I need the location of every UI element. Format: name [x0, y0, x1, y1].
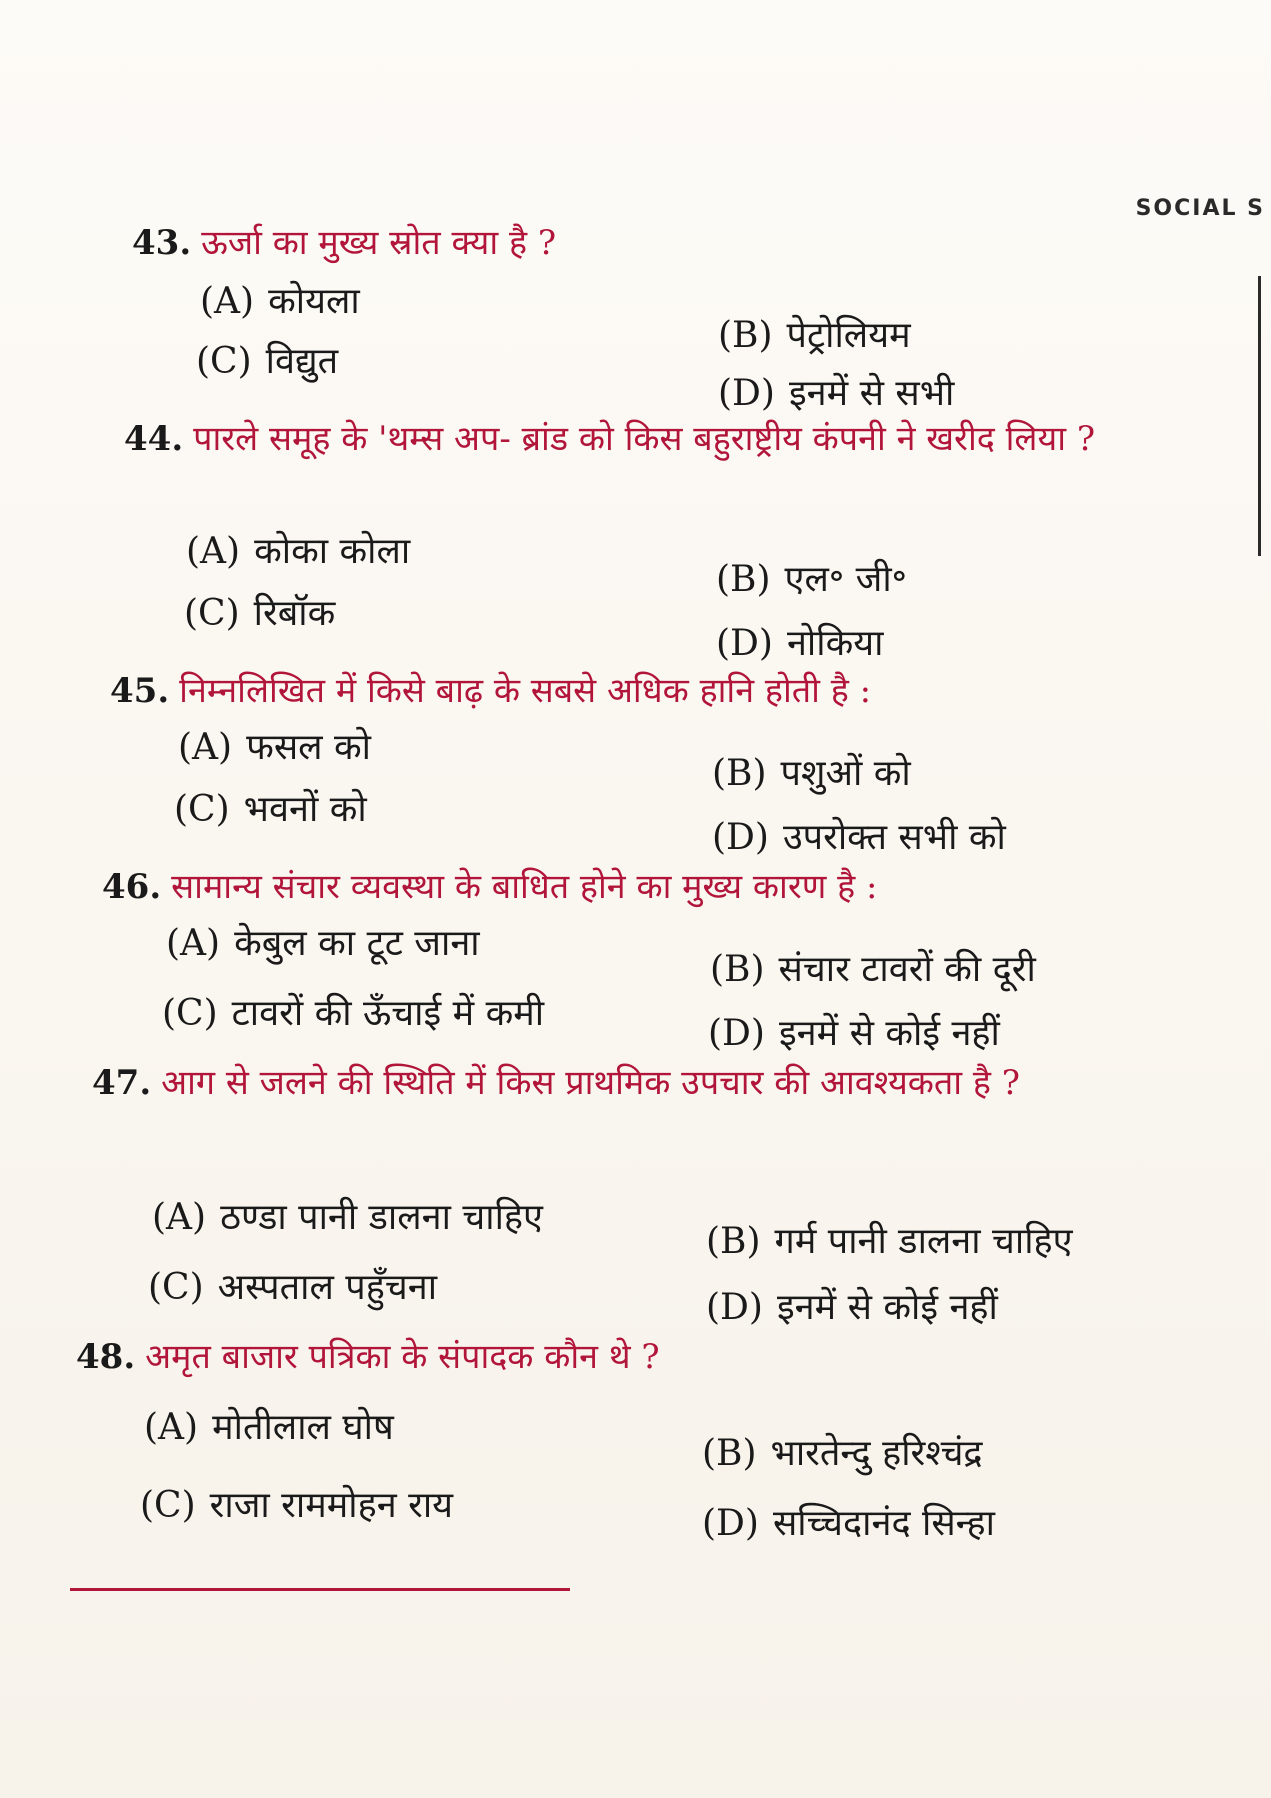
- question-47-option-a: [152, 1197, 543, 1238]
- question-43-option-b: [718, 315, 911, 356]
- question-text: आग से जलने की स्थिति में किस प्राथमिक उपचार की आवश्यकता है ?: [161, 1063, 1020, 1103]
- option-letter: (D): [718, 373, 775, 414]
- question-45-option-a: [178, 727, 372, 768]
- option-letter: (B): [710, 949, 765, 990]
- question-44-option-c: [184, 593, 336, 634]
- question-45: [110, 670, 1210, 713]
- question-45-option-b: [712, 753, 911, 794]
- option-text: केबुल का टूट जाना: [234, 923, 480, 964]
- option-text: इनमें से कोई नहीं: [776, 1287, 998, 1328]
- option-text: भवनों को: [243, 789, 367, 830]
- option-text: संचार टावरों की दूरी: [778, 949, 1036, 990]
- question-43: [132, 222, 1212, 265]
- question-48: [76, 1336, 1206, 1379]
- option-text: पेट्रोलियम: [786, 315, 911, 356]
- option-letter: (D): [706, 1287, 763, 1328]
- question-44-option-a: [186, 531, 411, 572]
- option-letter: (A): [178, 727, 233, 768]
- option-letter: (B): [718, 315, 773, 356]
- question-45-option-d: [712, 817, 1006, 858]
- option-letter: (C): [174, 789, 230, 830]
- option-letter: (A): [144, 1407, 199, 1448]
- question-48-option-d: [702, 1503, 995, 1544]
- question-46: [102, 866, 1212, 909]
- option-letter: (A): [186, 531, 241, 572]
- question-48-option-c: [140, 1485, 454, 1526]
- option-text: इनमें से सभी: [788, 373, 955, 414]
- option-letter: (A): [200, 281, 255, 322]
- option-text: रिबॉक: [253, 593, 336, 634]
- question-43-option-d: [718, 373, 955, 414]
- option-letter: (C): [184, 593, 240, 634]
- question-47: [92, 1062, 1212, 1105]
- section-header-fragment: SOCIAL S: [1135, 196, 1265, 221]
- option-letter: (C): [196, 341, 252, 382]
- question-48-option-b: [702, 1433, 983, 1474]
- option-letter: (C): [140, 1485, 196, 1526]
- question-number: 45.: [110, 671, 170, 711]
- question-number: 44.: [124, 419, 184, 459]
- question-number: 43.: [132, 223, 192, 263]
- question-47-option-b: [706, 1221, 1073, 1262]
- option-letter: (B): [712, 753, 767, 794]
- option-text: कोका कोला: [254, 531, 411, 572]
- question-46-option-d: [708, 1013, 1000, 1054]
- option-text: इनमें से कोई नहीं: [778, 1013, 1000, 1054]
- question-text: पारले समूह के 'थम्स अप- ब्रांड को किस बहुराष्ट्रीय कंपनी ने खरीद लिया ?: [193, 419, 1096, 459]
- question-43-option-a: [200, 281, 360, 322]
- option-text: विद्युत: [265, 341, 339, 382]
- option-letter: (D): [702, 1503, 759, 1544]
- option-text: मोतीलाल घोष: [212, 1407, 394, 1448]
- option-text: उपरोक्त सभी को: [782, 817, 1006, 858]
- option-text: फसल को: [246, 727, 372, 768]
- margin-rule: [1258, 276, 1261, 556]
- question-text: अमृत बाजार पत्रिका के संपादक कौन थे ?: [145, 1337, 660, 1377]
- option-text: ठण्डा पानी डालना चाहिए: [220, 1197, 543, 1238]
- question-47-option-d: [706, 1287, 998, 1328]
- option-text: राजा राममोहन राय: [209, 1485, 454, 1526]
- option-text: पशुओं को: [780, 753, 911, 794]
- option-letter: (D): [712, 817, 769, 858]
- question-number: 47.: [92, 1063, 152, 1103]
- option-text: गर्म पानी डालना चाहिए: [774, 1221, 1073, 1262]
- question-44: [124, 418, 1214, 461]
- option-letter: (B): [702, 1433, 757, 1474]
- question-48-option-a: [144, 1407, 394, 1448]
- question-text: ऊर्जा का मुख्य स्रोत क्या है ?: [201, 223, 557, 263]
- question-46-option-a: [166, 923, 480, 964]
- option-letter: (B): [706, 1221, 761, 1262]
- question-47-option-c: [148, 1267, 438, 1308]
- option-letter: (C): [148, 1267, 204, 1308]
- question-44-option-d: [716, 623, 884, 664]
- option-letter: (C): [162, 993, 218, 1034]
- question-46-option-c: [162, 993, 545, 1034]
- question-46-option-b: [710, 949, 1036, 990]
- option-text: भारतेन्दु हरिश्चंद्र: [770, 1433, 983, 1474]
- question-45-option-c: [174, 789, 367, 830]
- option-text: एल॰ जी॰: [784, 559, 908, 600]
- bottom-divider: [70, 1588, 570, 1591]
- question-number: 46.: [102, 867, 162, 907]
- option-letter: (D): [716, 623, 773, 664]
- option-letter: (B): [716, 559, 771, 600]
- option-letter: (D): [708, 1013, 765, 1054]
- option-text: सच्चिदानंद सिन्हा: [772, 1503, 995, 1544]
- question-text: सामान्य संचार व्यवस्था के बाधित होने का मुख्य कारण है :: [171, 867, 878, 907]
- question-number: 48.: [76, 1337, 136, 1377]
- option-letter: (A): [166, 923, 221, 964]
- option-text: अस्पताल पहुँचना: [217, 1267, 438, 1308]
- question-text: निम्नलिखित में किसे बाढ़ के सबसे अधिक हानि होती है :: [179, 671, 872, 711]
- question-44-option-b: [716, 559, 908, 600]
- option-text: टावरों की ऊँचाई में कमी: [231, 993, 545, 1034]
- option-letter: (A): [152, 1197, 207, 1238]
- question-43-option-c: [196, 341, 339, 382]
- option-text: नोकिया: [786, 623, 884, 664]
- option-text: कोयला: [268, 281, 360, 322]
